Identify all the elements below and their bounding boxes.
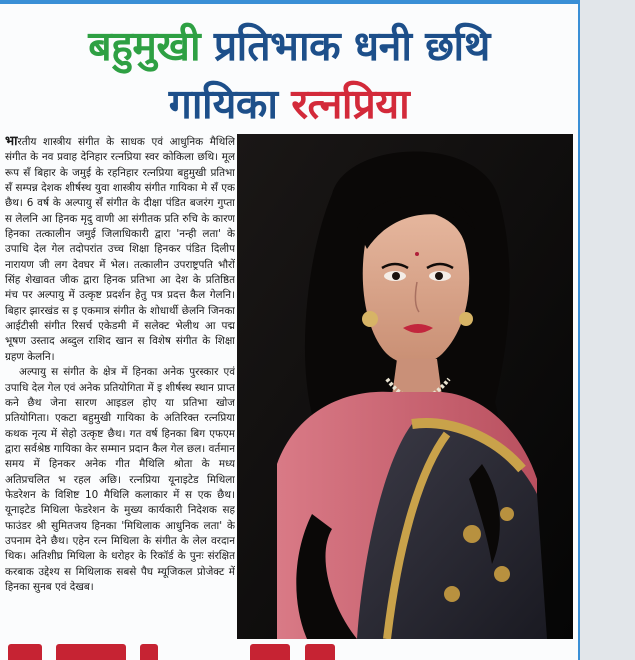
article-body — [5, 134, 235, 634]
fragment-glyph — [8, 644, 42, 660]
next-headline-fragment — [0, 640, 578, 660]
fragment-glyph — [250, 644, 290, 660]
portrait-illustration — [237, 134, 573, 639]
article-paragraph-1-text: रतीय शास्त्रीय संगीत के साधक एवं आधुनिक मैथिलि संगीत के नव प्रवाह देनिहार रत्नप्रिया स्वर कोकिला छथि। मूल रूप सँ बिहार के जमुई के रहनिहार रत्नप्रिया बहुमुखी प्रतिभा सँ सम्पन्न देशक शीर्षस्थ युवा शास्त्रीय संगीत गायिका मे सँ एक छैथ। 6 वर्ष के अल्पायु सँ संगीत के दीक्षा पंडित बजरंग गुप्ता स लेलनि आ हिनक मृदु वाणी आ संगीतक प्रति रुचि के कारण हिनका तत्कालीन जमुई जिलाधिकारी द्वारा 'नन्ही लता' के उपाधि देल गेल तदोपरांत उच्च शिक्षा हिनकर पंडित दिलीप नारायण जी लग देवघर में भेल। तत्कालीन उपराष्ट्रपति भौरों सिंह शेखावत जीक द्वारा हिनक प्रतिभा आ देश के प्रतिष्ठित मंच पर अल्पायु में उत्कृष्ट प्रदर्शन हेतु पत्र प्रदत्त कैल गेलनि। बिहार झारखंड स इ एकमात्र संगीत के शोधार्थी छेलनि जिनका आईटीसी संगीत रिसर्च एकेडमी में सलेक्ट भेलीथ आ पद्म भूषण उस्ताद अब्दुल राशिद खान स विशेष संगीत के शिक्षा ग्रहण केलनि। — [5, 136, 235, 363]
viewer-background — [580, 0, 635, 660]
headline-name-red: रत्नप्रिया — [291, 80, 410, 128]
singer-photo — [237, 134, 573, 639]
headline-text-blue: प्रतिभाक धनी छथि — [213, 22, 490, 70]
article-paragraph-1 — [5, 134, 235, 365]
fragment-glyph — [305, 644, 335, 660]
drop-cap: भा — [5, 134, 18, 149]
fragment-glyph — [140, 644, 158, 660]
fragment-glyph — [56, 644, 126, 660]
newspaper-clipping — [0, 4, 578, 660]
headline-word-singer: गायिका — [168, 80, 278, 128]
headline-line-2 — [0, 78, 578, 130]
headline-line-1 — [0, 20, 578, 72]
headline-word-green: बहुमुखी — [88, 22, 201, 70]
article-paragraph-2: अल्पायु स संगीत के क्षेत्र में हिनका अनेक पुरस्कार एवं उपाधि देल गेल एवं अनेक प्रतियोगिता में इ शीर्षस्थ स्थान प्राप्त कने छैथ जेना सारण आइडल होए या प्रतिभा खोज प्रतियोगिता। एकटा बहुमुखी गायिका के अतिरिक्त रत्नप्रिया कथक नृत्य में सेहो उत्कृष्ट छैथ। गत वर्ष हिनका बिग एफएम द्वारा सर्वश्रेष्ठ गायिका केर सम्मान प्रदान कैल गेल छल। वर्तमान समय में हिनकर अनेक गीत मैथिलि श्रोता के मध्य अतिप्रचलित भ रहल अछि। रत्नप्रिया यूनाइटेड मिथिला फेडरेशन के विशिष्ट 10 मैथिलि कलाकार में स एक छैथ। यूनाइटेड मिथिला फेडरेशन के मुख्य कार्यकारी निदेशक सह फाउंडर श्री सुमितजय हिनका 'मिथिलाक आधुनिक लता' के उपनाम देने छैथ। एहेन रत्न मिथिला के संगीत के लेल वरदान थिक। अतिशीघ्र मिथिला के धरोहर के रिकॉर्ड के पुनः संरक्षित करबाक उद्देश्य स मिथिलाक सबसे पैघ म्यूजिकल प्रोजेक्ट में हिनका सुनब एवं देखब। — [5, 366, 235, 593]
